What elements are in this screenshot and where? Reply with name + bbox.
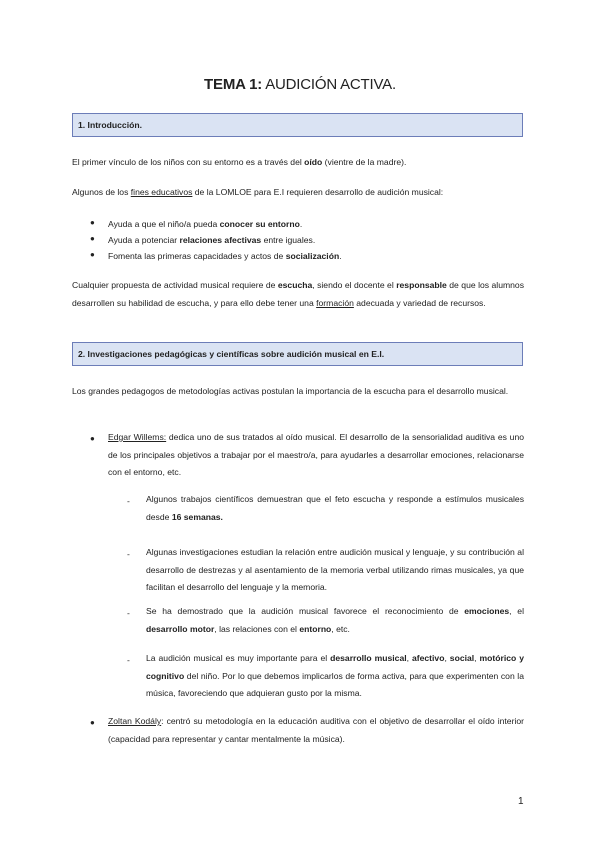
dash-marker: -: [127, 655, 130, 665]
page-title: [0, 76, 600, 93]
bullet-dot: ●: [90, 718, 95, 727]
text-bold: emociones: [464, 606, 510, 616]
text-bold: social: [449, 653, 475, 663]
text-run: de que los alumnos desarrollen su habilidad de escucha, y para ello debe tener una: [72, 280, 524, 308]
text-run: Ayuda a potenciar: [108, 235, 180, 245]
sub-item-1: [146, 491, 524, 526]
bullet-dot: ●: [90, 234, 95, 243]
page-number: 1: [518, 796, 524, 807]
dash-marker: -: [127, 549, 130, 559]
text-run: adecuada y variedad de recursos.: [353, 297, 486, 308]
section-2-heading: 2. Investigaciones pedagógicas y científicas sobre audición musical en E.I.: [72, 342, 523, 366]
text-run: , el: [509, 606, 524, 616]
text-run: , etc.: [331, 623, 350, 634]
text-underlined: formación: [316, 297, 354, 308]
author-name: Edgar Willems:: [108, 432, 167, 442]
text-bold: entorno: [299, 623, 332, 634]
sub-item-4: [146, 650, 524, 703]
text-bold: oído: [304, 157, 323, 167]
author-name: Zoltan Kodály: [108, 716, 162, 726]
bullet-item-2: [108, 233, 315, 247]
title-bold: TEMA 1:: [204, 76, 263, 93]
text-run: ,: [474, 653, 480, 663]
text-bold: conocer su entorno: [219, 219, 300, 229]
text-bold: escucha: [277, 280, 313, 290]
bullet-item-3: [108, 249, 342, 263]
bullet-dot: ●: [90, 250, 95, 259]
sub-item-2: [146, 544, 524, 597]
bullet-item-1: [108, 217, 302, 231]
text-run: .: [339, 251, 342, 261]
willems-item: [108, 429, 524, 482]
text-run: Cualquier propuesta de actividad musical requiere de: [72, 280, 278, 290]
text-run: Algunos trabajos científicos demuestran que el feto escucha y responde a estímulos musicales desde: [146, 494, 524, 522]
text-run: ,: [406, 653, 412, 663]
text-run: Se ha demostrado que la audición musical favorece el reconocimiento de: [146, 606, 465, 616]
text-underlined: fines educativos: [130, 187, 193, 197]
intro-paragraph-1: [72, 153, 524, 171]
kodaly-item: [108, 713, 524, 748]
text-run: Algunos de los: [72, 187, 131, 197]
text-bold: responsable: [396, 280, 447, 290]
text-run: ,: [444, 653, 450, 663]
text-run: (vientre de la madre).: [322, 157, 407, 167]
text-run: Ayuda a que el niño/a pueda: [108, 219, 220, 229]
bullet-dot: ●: [90, 434, 95, 443]
text-run: de la LOMLOE para E.I requieren desarrollo de audición musical:: [192, 187, 444, 197]
dash-marker: -: [127, 496, 130, 506]
bullet-dot: ●: [90, 218, 95, 227]
dash-marker: -: [127, 608, 130, 618]
text-bold: relaciones afectivas: [179, 235, 262, 245]
intro-paragraph-3: [72, 277, 524, 312]
text-run: El primer vínculo de los niños con su entorno es a través del: [72, 157, 305, 167]
text-bold: socialización: [285, 251, 340, 261]
title-rest: AUDICIÓN ACTIVA.: [262, 76, 396, 93]
text-bold: motórico y cognitivo: [146, 653, 525, 681]
text-run: .: [299, 219, 303, 229]
text-run: : centró su metodología en la educación auditiva con el objetivo de desarrollar el oído interior (capacidad para representar y cantar mentalmente la música).: [108, 716, 524, 744]
text-bold: 16 semanas.: [171, 511, 223, 522]
text-run: dedica uno de sus tratados al oído musical. El desarrollo de la sensorialidad auditiva es uno de los principales objetivos a trabajar por el maestro/a, para ayudarles a desarrollar emociones, relacionarse con el entorno, etc.: [108, 432, 525, 477]
text-bold: desarrollo musical: [330, 653, 407, 663]
text-bold: desarrollo motor: [146, 623, 215, 634]
section-1-heading: 1. Introducción.: [72, 113, 523, 137]
text-run: , siendo el docente el: [312, 280, 397, 290]
text-run: del niño. Por lo que debemos implicarlos de forma activa, para que experimenten con la música, favoreciendo que adquieran gusto por la misma.: [146, 670, 524, 698]
intro-paragraph-2: [72, 183, 524, 201]
text-run: , las relaciones con el: [214, 623, 300, 634]
text-run: La audición musical es muy importante para el: [146, 653, 331, 663]
text-run: Algunas investigaciones estudian la relación entre audición musical y lenguaje, y su contribución al desarrollo de destrezas y al asentamiento de la memoria verbal utilizando rimas musicales, ya que facilitan el desarrollo del lenguaje y la memoria.: [146, 547, 524, 592]
text-bold: afectivo: [411, 653, 445, 663]
sub-item-3: [146, 603, 524, 638]
text-run: Fomenta las primeras capacidades y actos de: [108, 251, 286, 261]
text-run: entre iguales.: [261, 235, 316, 245]
section-2-paragraph-1: Los grandes pedagogos de metodologías activas postulan la importancia de la escucha para el desarrollo musical.: [72, 386, 509, 396]
